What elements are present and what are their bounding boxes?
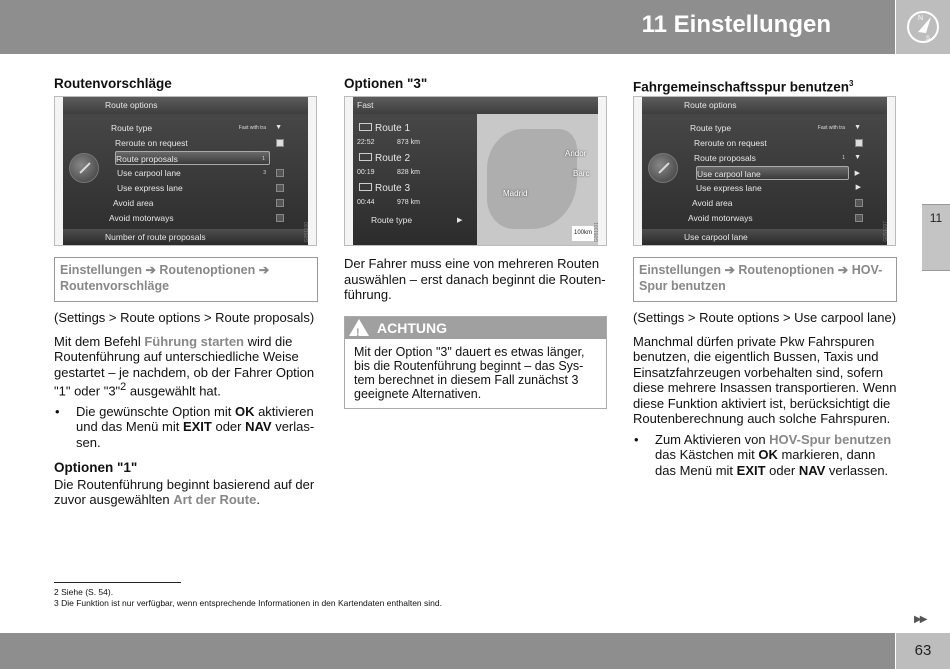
warning-box: [344, 316, 607, 409]
page-number: 63: [896, 633, 950, 669]
screenshot-route-map: Fast Route 1 22:52 873 km Route 2 00:19 828 km Route 3 00:44 978 km Route type ▶ Andor Barc Madrid 100km G051101: [344, 96, 607, 246]
column-carpool-lane: [633, 76, 897, 478]
screen-status: Number of route proposals: [63, 229, 308, 245]
menu-row[interactable]: [113, 196, 270, 210]
menu-row[interactable]: [694, 136, 849, 150]
screen-status: Use carpool lane: [642, 229, 887, 245]
checkbox-icon: [276, 184, 284, 192]
arrow-right-icon: ➔: [145, 263, 156, 277]
menu-row-label: Avoid area: [692, 198, 733, 208]
menu-row-label: Avoid motorways: [688, 213, 753, 223]
menu-row[interactable]: [688, 211, 849, 225]
arrow-right-icon: ➔: [837, 263, 849, 277]
route-icon: [359, 153, 372, 161]
rotary-knob-icon: [648, 153, 678, 183]
menu-row-label: Use carpool lane: [697, 169, 761, 179]
screen-title: Fast: [353, 97, 598, 114]
warning-title: ACHTUNG: [377, 319, 447, 336]
menu-row[interactable]: [115, 136, 270, 150]
checkbox-icon: [855, 199, 863, 207]
menu-row-label: Route proposals: [694, 153, 756, 163]
section-heading: Optionen "3": [344, 76, 428, 91]
menu-path: Einstellungen ➔ Routenoptionen ➔ HOV-Spur benutzen: [633, 257, 897, 302]
rotary-knob-icon: [69, 153, 99, 183]
chevron-right-icon: ▶: [854, 170, 860, 177]
chapter-tab[interactable]: 11: [922, 204, 950, 271]
footnote: 2 Siehe (S. 54).: [54, 587, 114, 597]
image-code: G051097: [882, 221, 889, 242]
column-route-proposals: [54, 76, 318, 508]
menu-path: Einstellungen ➔ Routenoptionen ➔ Routenvorschläge: [54, 257, 318, 302]
chevron-down-icon: ▼: [854, 154, 861, 161]
paragraph: Der Fahrer muss eine von mehreren Routen auswählen – erst danach beginnt die Routen-führung.: [344, 256, 606, 302]
checkbox-icon: [276, 139, 284, 147]
chevron-down-icon: ▼: [275, 124, 282, 131]
menu-row[interactable]: [109, 211, 270, 225]
compass-icon: [896, 0, 950, 54]
paragraph: Mit dem Befehl Führung starten wird die Routenführung auf unterschiedliche Weise gestartet – je nachdem, ob der Fahrer Option "1" oder "3"$^2$ ausgewählt hat.: [54, 333, 315, 399]
menu-row[interactable]: [696, 181, 861, 195]
menu-row-label: Avoid motorways: [109, 213, 174, 223]
menu-row-value: Fast with tra: [817, 125, 845, 131]
menu-row-label: Route type: [690, 123, 732, 133]
menu-row-value: 1: [262, 156, 265, 162]
route-option[interactable]: Route 3 00:44 978 km: [357, 183, 420, 206]
sub-heading: Optionen "1": [54, 460, 138, 476]
menu-row[interactable]: [117, 181, 270, 195]
menu-row-label: Use express lane: [117, 183, 183, 193]
arrow-right-icon: ➔: [258, 263, 270, 277]
screen-title: Route options: [63, 97, 308, 114]
menu-row[interactable]: [111, 121, 282, 135]
settings-line: (Settings > Route options > Route proposals): [54, 310, 315, 325]
menu-row-label: Route proposals: [116, 154, 178, 164]
menu-row[interactable]: [694, 151, 861, 165]
section-heading: Fahrgemeinschaftsspur benutzen$^3$: [633, 79, 854, 95]
menu-row[interactable]: [692, 196, 849, 210]
route-icon: [359, 123, 372, 131]
menu-row-label: Use carpool lane: [117, 168, 181, 178]
paragraph: Die Routenführung beginnt basierend auf der zuvor ausgewählten Art der Route.: [54, 476, 315, 508]
svg-text:S: S: [926, 36, 931, 42]
arrow-right-icon: ➔: [724, 263, 735, 277]
bullet-item: • Die gewünschte Option mit OK aktivieren und das Menü mit EXIT oder NAV verlas-sen.: [54, 404, 318, 451]
menu-row-value: Fast with tra: [238, 125, 266, 131]
menu-row-label: Avoid area: [113, 198, 154, 208]
checkbox-icon: [276, 199, 284, 207]
page-title: 11 Einstellungen: [641, 11, 831, 38]
menu-row-label: Use express lane: [696, 183, 762, 193]
screenshot-route-options: [54, 96, 317, 246]
screenshot-route-options: [633, 96, 896, 246]
settings-line: (Settings > Route options > Use carpool lane): [633, 310, 897, 325]
screen-title: Route options: [642, 97, 887, 114]
menu-row[interactable]: [117, 166, 270, 180]
menu-row-label: Route type: [111, 123, 153, 133]
page-footer: [0, 633, 895, 669]
map-view: Andor Barc Madrid 100km: [477, 114, 598, 245]
warning-text: Mit der Option "3" dauert es etwas länger, bis die Routenführung beginnt – das Sys-tem berechnet in diesem Fall zunächst 3 geeignete Alternativen.: [354, 344, 585, 401]
checkbox-icon: [276, 169, 284, 177]
checkbox-icon: [276, 214, 284, 222]
route-option[interactable]: Route 2 00:19 828 km: [357, 153, 420, 176]
next-page-icon[interactable]: ▶▶: [914, 614, 926, 625]
menu-row[interactable]: [690, 121, 861, 135]
image-code: G051101: [593, 221, 600, 242]
checkbox-icon: [855, 214, 863, 222]
bullet-item: • Zum Aktivieren von HOV-Spur benutzen das Kästchen mit OK markieren, dann das Menü mit EXIT oder NAV verlassen.: [633, 432, 897, 479]
svg-text:N: N: [918, 15, 924, 22]
image-code: G051100: [303, 221, 310, 242]
menu-row[interactable]: [115, 151, 270, 165]
menu-row-value: 1: [842, 155, 845, 161]
section-heading: Routenvorschläge: [54, 76, 172, 91]
menu-row-label: Reroute on request: [115, 138, 188, 148]
checkbox-icon: [855, 139, 863, 147]
paragraph: Manchmal dürfen private Pkw Fahrspuren benutzen, die eigentlich Bussen, Taxis und Einsatzfahrzeugen vorbehalten sind, sofern diese mehrere Insassen transportieren. Wenn diese Funktion aktiviert ist, berücksichtigt die Routenberechnung auch solche Fahrspuren.: [633, 333, 897, 426]
menu-row-value: 3: [263, 170, 266, 176]
chevron-right-icon: ▶: [855, 184, 861, 191]
footnote: 3 Die Funktion ist nur verfügbar, wenn entsprechende Informationen in den Kartendaten enthalten sind.: [54, 598, 442, 608]
menu-row-label: Reroute on request: [694, 138, 767, 148]
page-header: [0, 0, 895, 54]
route-type-label: Route type: [371, 215, 413, 225]
footnotes: [54, 582, 554, 609]
route-icon: [359, 183, 372, 191]
chevron-down-icon: ▼: [854, 124, 861, 131]
column-options-3: [344, 76, 608, 409]
route-option[interactable]: Route 1 22:52 873 km: [357, 123, 420, 146]
warning-icon: [349, 319, 369, 336]
menu-row[interactable]: [696, 166, 860, 180]
